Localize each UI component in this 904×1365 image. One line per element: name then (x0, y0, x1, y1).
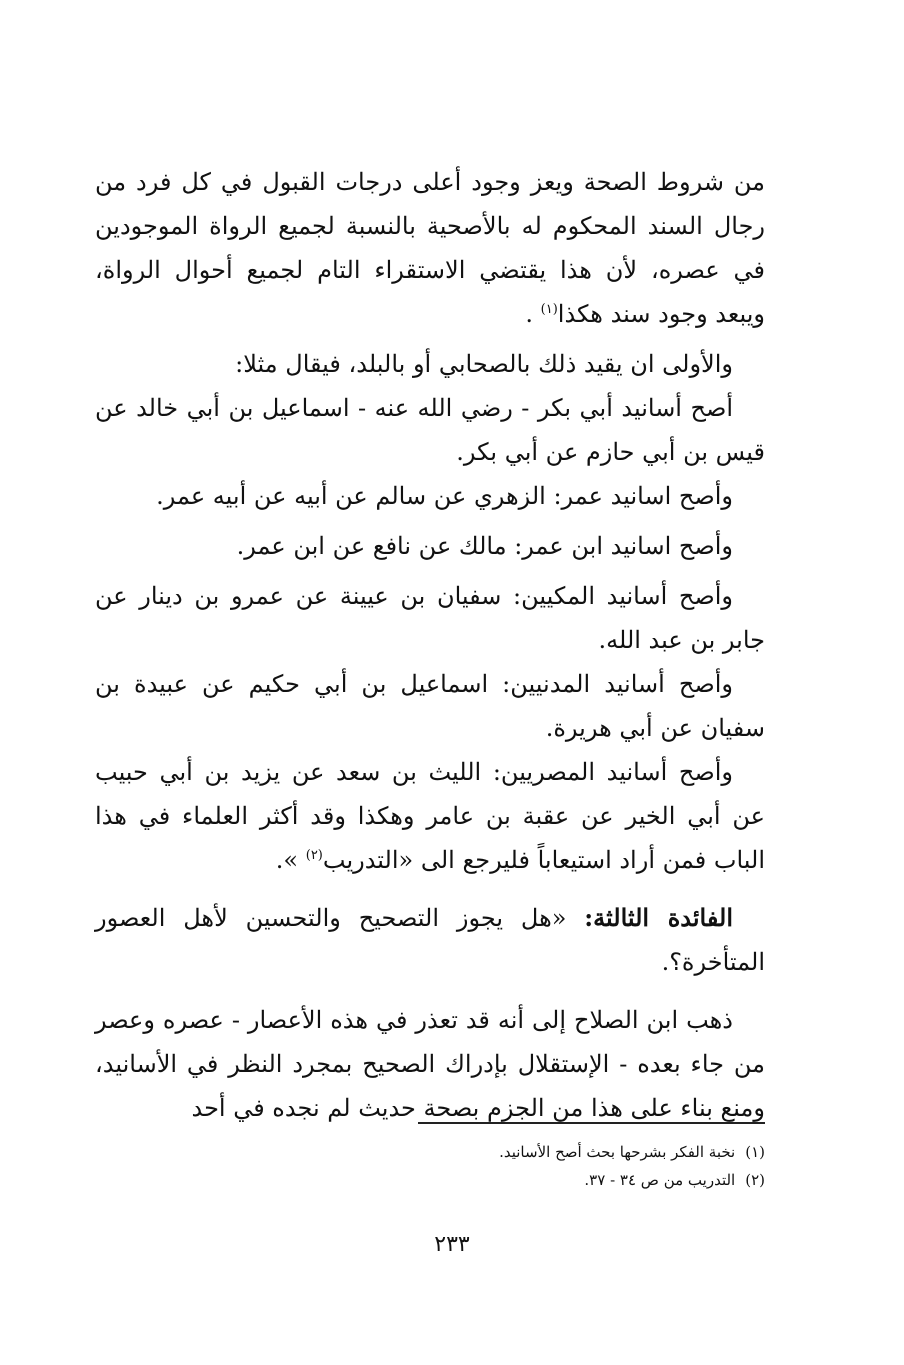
section-heading (95, 896, 765, 984)
paragraph: وأصح اسانيد عمر: الزهري عن سالم عن أبيه عن أبيه عمر. (156, 482, 733, 510)
footnote-text: نخبة الفكر بشرحها بحث أصح الأسانيد. (499, 1143, 736, 1161)
footnote-ref: (١) (540, 302, 558, 317)
paragraph-end: . (525, 300, 533, 328)
paragraph: وأصح أسانيد المكيين: سفيان بن عيينة عن عمرو بن دينار عن جابر بن عبد الله. (95, 582, 765, 654)
footnote-text: التدريب من ص ٣٤ - ٣٧. (584, 1171, 736, 1189)
footnote (400, 1138, 765, 1166)
footnote-number: (١) (745, 1143, 765, 1161)
paragraph: وأصح اسانيد ابن عمر: مالك عن نافع عن ابن عمر. (236, 532, 733, 560)
paragraph (95, 750, 765, 882)
section-heading-label: الفائدة الثالثة: (584, 903, 733, 932)
paragraph: وأصح أسانيد المدنيين: اسماعيل بن أبي حكيم عن عبيدة بن سفيان عن أبي هريرة. (95, 670, 765, 742)
footnote (400, 1166, 765, 1194)
page-number: ٢٣٣ (434, 1232, 470, 1257)
paragraph-end: ». (275, 846, 299, 874)
footnotes (400, 1138, 765, 1194)
footnote-number: (٢) (745, 1171, 765, 1189)
paragraph: ذهب ابن الصلاح إلى أنه قد تعذر في هذه الأعصار - عصره وعصر من جاء بعده - الإستقلال بإدراك الصحيح بمجرد النظر في الأسانيد، ومنع بناء على هذا من الجزم بصحة حديث لم نجده في أحد (95, 1006, 765, 1122)
paragraph (95, 160, 765, 336)
footnote-divider (418, 1122, 765, 1124)
paragraph-text: من شروط الصحة ويعز وجود أعلى درجات القبول في كل فرد من رجال السند المحكوم له بالأصحية بالنسبة لجميع الرواة الموجودين في عصره، لأن هذا يقتضي الاستقراء التام لجميع أحوال الرواة، ويبعد وجود سند هكذا (95, 168, 765, 328)
main-text (95, 160, 765, 1130)
section-heading-text: «هل يجوز التصحيح والتحسين لأهل العصور المتأخرة؟. (95, 904, 765, 976)
paragraph: والأولى ان يقيد ذلك بالصحابي أو بالبلد، فيقال مثلا: (235, 350, 733, 378)
paragraph-text: وأصح أسانيد المصريين: الليث بن سعد عن يزيد بن أبي حبيب عن أبي الخير عن عقبة بن عامر وهكذا وقد أكثر العلماء في هذا الباب فمن أراد استيعاباً فليرجع الى «التدريب (95, 758, 765, 874)
footnote-ref: (٢) (305, 848, 323, 863)
paragraph: أصح أسانيد أبي بكر - رضي الله عنه - اسماعيل بن أبي خالد عن قيس بن أبي حازم عن أبي بكر. (95, 394, 765, 466)
